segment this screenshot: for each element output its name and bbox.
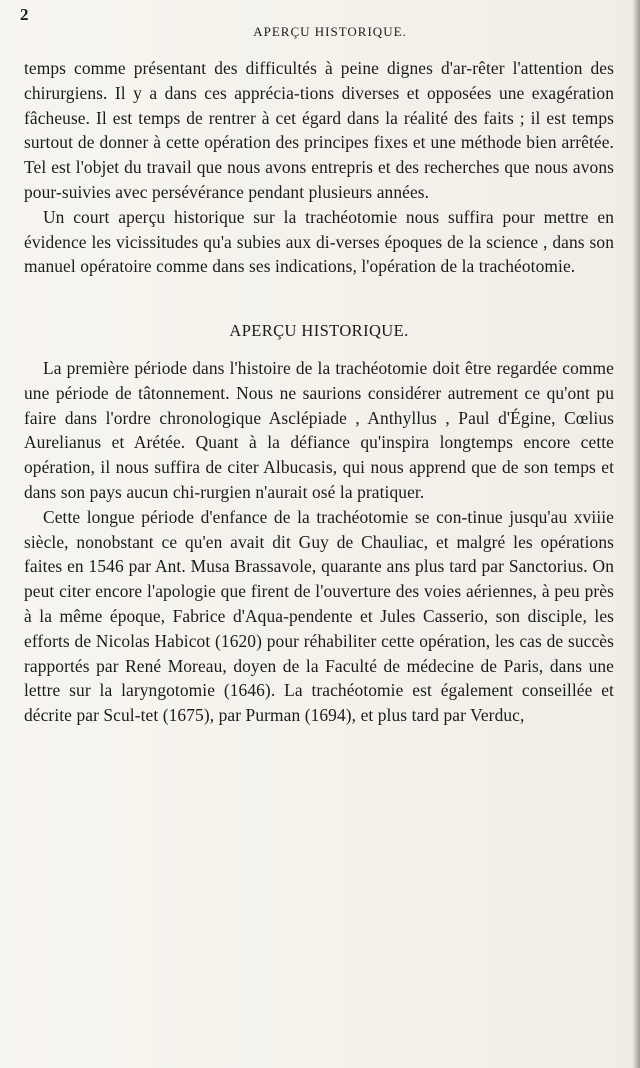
page-edge-shadow — [632, 0, 640, 1068]
section-paragraph-1: La première période dans l'histoire de la trachéotomie doit être regardée comme une période de tâtonnement. Nous ne saurions considérer autrement ce qu'ont pu faire dans l'ordre chronologique Asclépiade , Anthyllus , Paul d'Égine, Cœlius Aurelianus et Arétée. Quant à la défiance qu'inspira longtemps encore cette opération, il nous suffira de citer Albucasis, qui nous apprend que de son temps et dans son pays aucun chi-rurgien n'aurait osé la pratiquer. — [24, 357, 614, 502]
section-paragraph-2: Cette longue période d'enfance de la trachéotomie se con-tinue jusqu'au xviiie siècle, nonobstant ce qu'en avait dit Guy de Chauliac, et malgré les opérations faites en 1546 par Ant. Musa Brassavole, quarante ans plus tard par Sanctorius. On peut citer encore l'apologie que firent de l'ouverture des voies aériennes, à peu près à la même époque, Fabrice d'Aqua-pendente et Jules Casserio, son disciple, les efforts de Nicolas Habicot (1620) pour réhabiliter cette opération, les cas de succès rapportés par René Moreau, doyen de la Faculté de médecine de Paris, dans une lettre sur la laryngotomie (1646). La trachéotomie est également conseillée et décrite par Scul-tet (1675), par Purman (1694), et plus tard par Verduc, — [24, 506, 614, 726]
running-head: APERÇU HISTORIQUE. — [253, 24, 407, 39]
page-body — [24, 56, 614, 728]
intro-paragraph-1: temps comme présentant des difficultés à peine dignes d'ar-rêter l'attention des chirurgiens. Il y a dans ces apprécia-tions diverses et opposées une exagération fâcheuse. Il est temps de rentrer à cet égard dans la réalité des faits ; il est temps surtout de donner à cette opération des principes fixes et une méthode bien arrêtée. Tel est l'objet du travail que nous avons entrepris et des recherches que nous avons pour-suivies avec persévérance pendant plusieurs années. — [24, 58, 614, 202]
section-heading: APERÇU HISTORIQUE. — [229, 321, 409, 341]
page-number: 2 — [20, 5, 29, 24]
intro-paragraph-2: Un court aperçu historique sur la trachéotomie nous suffira pour mettre en évidence les vicissitudes qu'a subies aux di-verses époques de la science , dans son manuel opératoire comme dans ses indications, l'opération de la trachéotomie. — [24, 206, 614, 277]
